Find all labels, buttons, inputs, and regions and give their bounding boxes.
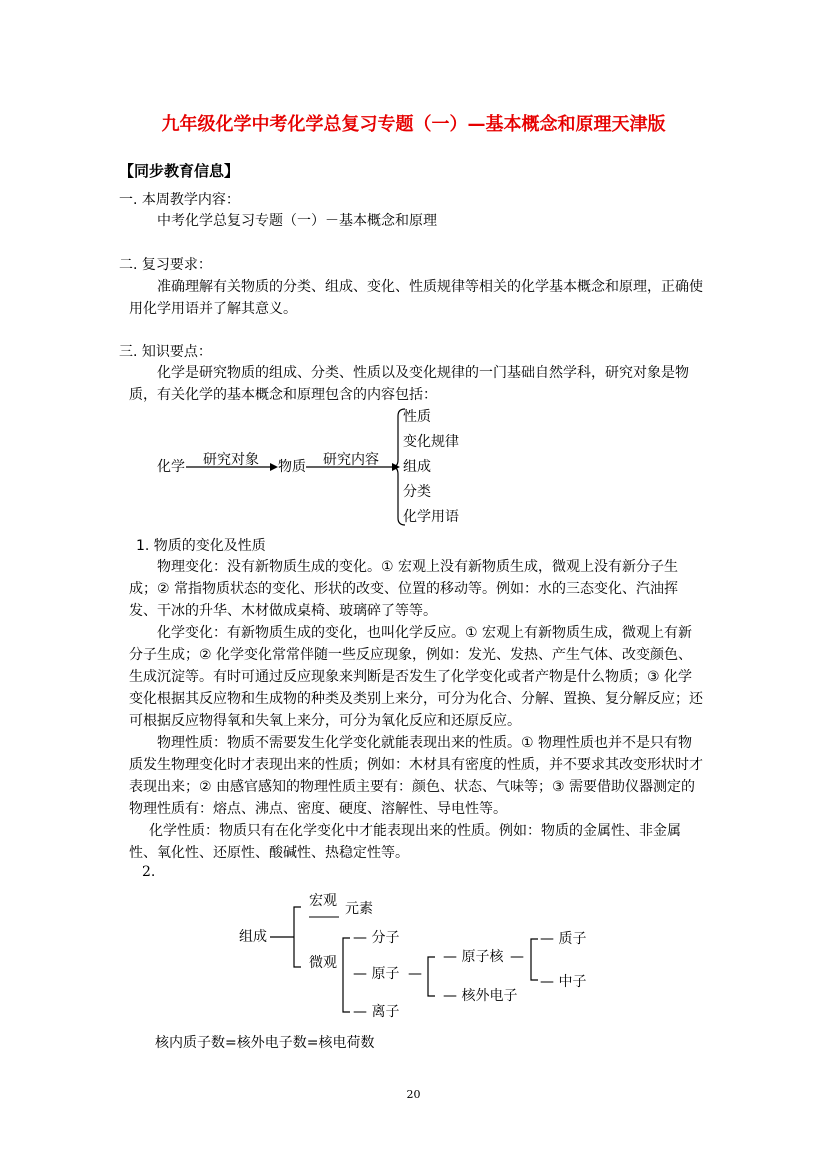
diagram1-item: 变化规律 (403, 434, 459, 450)
diagram2-electron: — 核外电子 (443, 988, 518, 1004)
section-header: 【同步教育信息】 (119, 162, 240, 180)
diagram2-nucleus: — 原子核 (443, 949, 504, 965)
bracket-nucleus (531, 939, 538, 980)
diagram1-root: 化学 (157, 459, 185, 475)
section-2-body: 准确理解有关物质的分类、组成、变化、性质规律等相关的化学基本概念和原理，正确使用化学用语并了解其意义。 (129, 279, 703, 317)
page-title: 九年级化学中考化学总复习专题（一）—基本概念和原理天津版 (161, 114, 666, 135)
section-3-heading: 三. 知识要点： (119, 344, 212, 360)
section-1-body: 中考化学总复习专题（一）－基本概念和原理 (157, 213, 437, 229)
section-3-body: 化学是研究物质的组成、分类、性质以及变化规律的一门基础自然学科，研究对象是物质，有关化学的基本概念和原理包含的内容包括： (129, 365, 689, 403)
diagram2-element: 元素 (345, 901, 373, 917)
diagram2-root: 组成 (239, 929, 267, 945)
diagram1-arrow2-label: 研究内容 (323, 452, 379, 468)
diagram1-arrow1-label: 研究对象 (203, 452, 259, 468)
diagram1-item: 分类 (403, 484, 431, 500)
bracket-composition (294, 907, 301, 967)
diagram2-neutron: — 中子 (540, 974, 587, 990)
subsection-1-heading: 1. 物质的变化及性质 (136, 538, 266, 554)
diagram1-middle: 物质 (278, 459, 306, 475)
chemical-change-paragraph: 化学变化：有新物质生成的变化，也叫化学反应。① 宏观上有新物质生成，微观上有新分子生成；② 化学变化常常伴随一些反应现象，例如：发光、发热、产生气体、改变颜色、生成沉淀等。有时可通过反应现象来判断是否发生了化学变化或者产物是什么物质；③ 化学变化根据其反应物和生成物的种类及类别上来分，可分为化合、分解、置换、复分解反应；还可根据反应物得氧和失氧上来分，可分为氧化反应和还原反应。 (129, 625, 703, 729)
diagram2-macro: 宏观 (309, 893, 337, 909)
diagram2-micro: 微观 (309, 955, 337, 971)
section-1-heading: 一. 本周教学内容： (119, 192, 240, 208)
chemical-property-paragraph: 化学性质：物质只有在化学变化中才能表现出来的性质。例如：物质的金属性、非金属性、氧化性、还原性、酸碱性、热稳定性等。 (129, 823, 681, 861)
bracket-micro (343, 938, 350, 1012)
bracket-atom (428, 957, 435, 996)
physical-change-paragraph: 物理变化：没有新物质生成的变化。① 宏观上没有新物质生成，微观上没有新分子生成；② 常指物质状态的变化、形状的改变、位置的移动等。例如：水的三态变化、汽油挥发、干冰的升华、木材做成桌椅、玻璃碎了等等。 (129, 559, 678, 619)
charge-equation: 核内质子数=核外电子数=核电荷数 (155, 1035, 375, 1051)
diagram2-ion: — 离子 (353, 1004, 400, 1020)
diagram2-nucleus-dash: — (510, 949, 524, 965)
subsection-2-heading: 2. (142, 864, 156, 880)
diagram1-item: 性质 (403, 409, 431, 425)
diagram2-proton: — 质子 (540, 931, 587, 947)
page-number: 20 (406, 1088, 421, 1101)
diagram2-atom-dash: — (408, 966, 422, 982)
diagram1-item: 组成 (403, 459, 431, 475)
diagram1-item: 化学用语 (403, 509, 459, 525)
diagram2-molecule: — 分子 (353, 930, 400, 946)
diagram2-atom: — 原子 (353, 966, 400, 982)
section-2-heading: 二. 复习要求： (119, 257, 212, 273)
physical-property-paragraph: 物理性质：物质不需要发生化学变化就能表现出来的性质。① 物理性质也并不是只有物质发生物理变化时才表现出来的性质；例如：木材具有密度的性质，并不要求其改变形状时才表现出来；② 由感官感知的物理性质主要有：颜色、状态、气味等；③ 需要借助仪器测定的物理性质有：熔点、沸点、密度、硬度、溶解性、导电性等。 (129, 735, 703, 817)
